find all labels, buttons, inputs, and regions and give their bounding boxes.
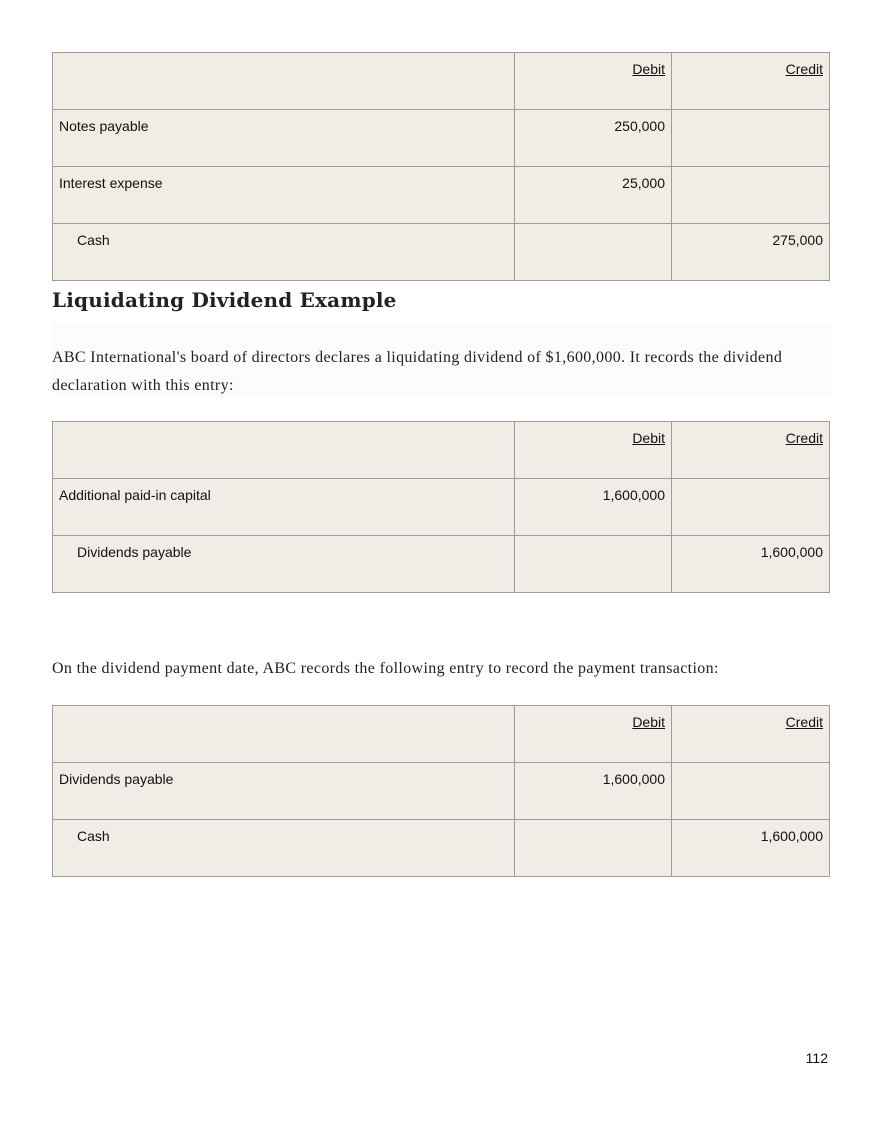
account-cell: Interest expense: [53, 167, 515, 224]
table-row: [53, 224, 830, 281]
section-heading: Liquidating Dividend Example: [52, 288, 397, 312]
journal-entry-table-notes: [52, 52, 830, 281]
debit-cell: [515, 536, 672, 593]
debit-cell: 1,600,000: [515, 479, 672, 536]
table-row: [53, 820, 830, 877]
account-cell: Dividends payable: [53, 763, 515, 820]
paragraph-liquidating-dividend: ABC International's board of directors declares a liquidating dividend of $1,600,000. It records the dividend declaration with this entry:: [52, 349, 783, 394]
credit-header: Credit: [672, 53, 830, 110]
debit-cell: 250,000: [515, 110, 672, 167]
table-row: [53, 110, 830, 167]
account-header-cell: [53, 706, 515, 763]
credit-header: Credit: [672, 422, 830, 479]
credit-cell: [672, 167, 830, 224]
journal-entry-table-declaration: [52, 421, 830, 593]
table-header-row: [53, 706, 830, 763]
debit-cell: [515, 820, 672, 877]
table-row: [53, 536, 830, 593]
credit-cell: 1,600,000: [672, 820, 830, 877]
account-cell: Notes payable: [53, 110, 515, 167]
account-header-cell: [53, 53, 515, 110]
account-cell: Additional paid-in capital: [53, 479, 515, 536]
debit-header: Debit: [515, 422, 672, 479]
journal-entry-table-payment: [52, 705, 830, 877]
credit-cell: 1,600,000: [672, 536, 830, 593]
table-row: [53, 479, 830, 536]
debit-cell: [515, 224, 672, 281]
account-header-cell: [53, 422, 515, 479]
debit-cell: 25,000: [515, 167, 672, 224]
debit-header: Debit: [515, 706, 672, 763]
credit-cell: 275,000: [672, 224, 830, 281]
credit-header: Credit: [672, 706, 830, 763]
credit-cell: [672, 110, 830, 167]
table-header-row: [53, 53, 830, 110]
debit-header: Debit: [515, 53, 672, 110]
table-row: [53, 763, 830, 820]
table-row: [53, 167, 830, 224]
table-header-row: [53, 422, 830, 479]
credit-cell: [672, 479, 830, 536]
account-cell: Cash: [53, 224, 515, 281]
debit-cell: 1,600,000: [515, 763, 672, 820]
account-cell: Dividends payable: [53, 536, 515, 593]
page-number: 112: [805, 1050, 828, 1066]
account-cell: Cash: [53, 820, 515, 877]
paragraph-payment-date: On the dividend payment date, ABC records the following entry to record the payment transaction:: [52, 660, 719, 677]
credit-cell: [672, 763, 830, 820]
